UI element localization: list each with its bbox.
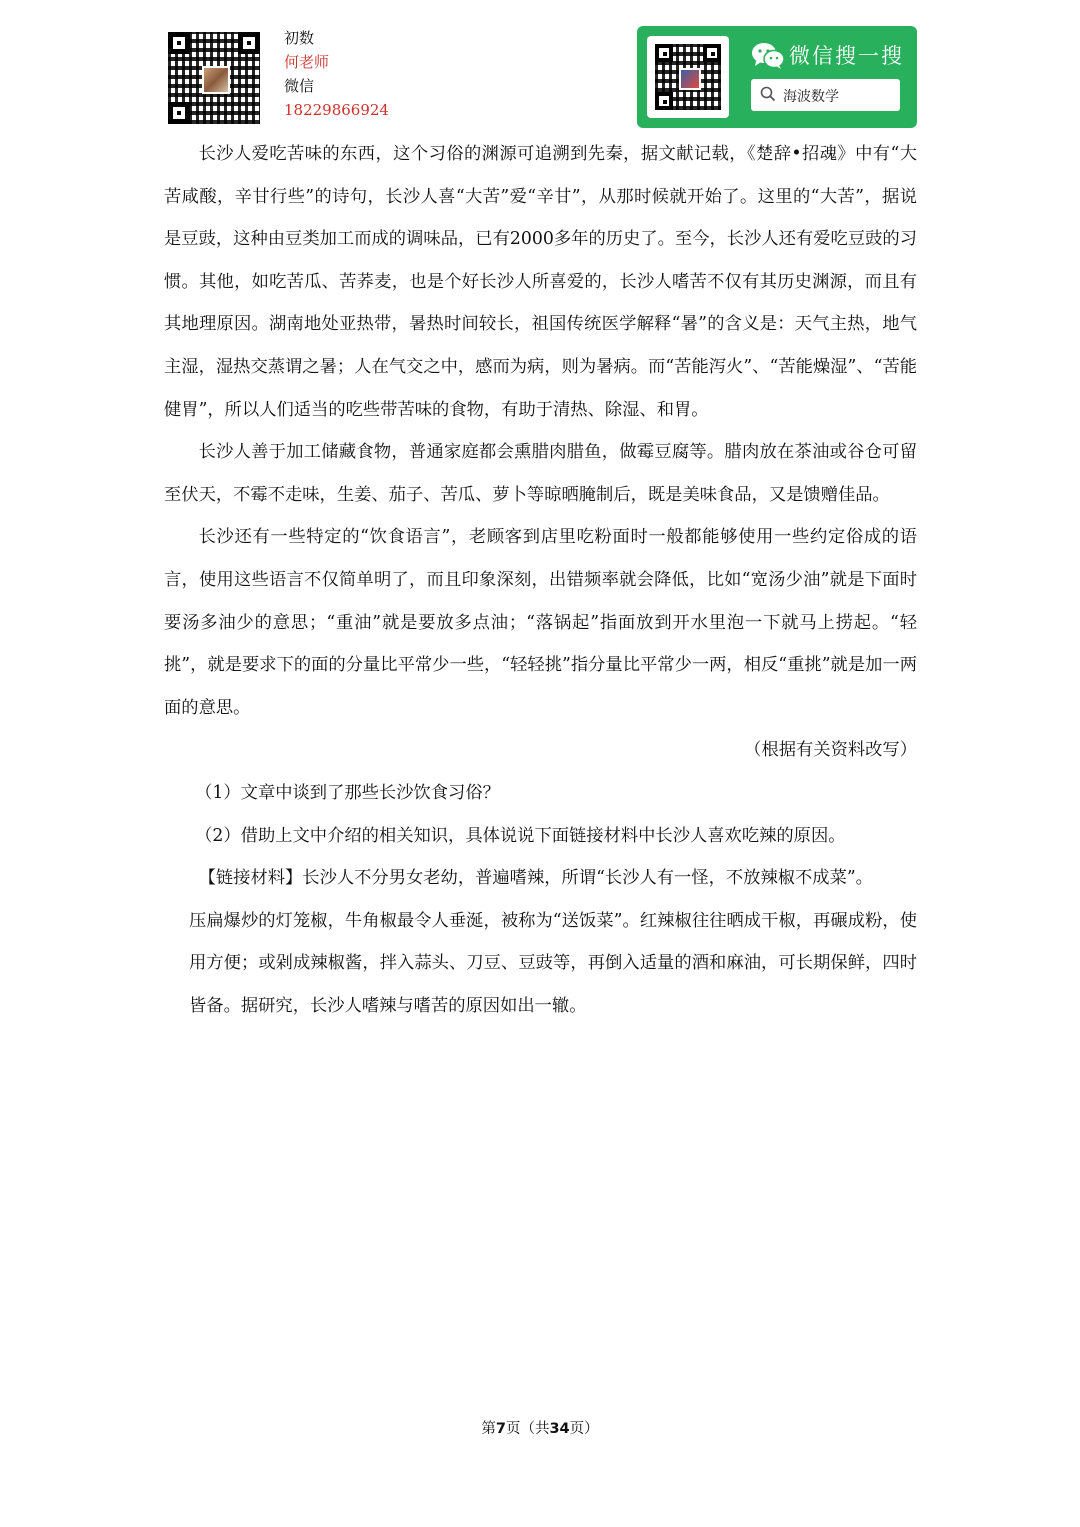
contact-line-wechat-label: 微信 — [284, 77, 315, 95]
page-number: 7 — [495, 1421, 506, 1437]
wechat-search-box[interactable] — [751, 79, 900, 111]
contact-line-teacher: 何老师 — [284, 53, 330, 71]
footer-middle: 页（共 — [505, 1421, 550, 1437]
wechat-search-text: 海波数学 — [783, 89, 839, 105]
wechat-logo-icon — [751, 42, 785, 70]
link-material-label: 【链接材料】 — [198, 868, 303, 889]
wechat-qr-frame — [647, 36, 729, 118]
wechat-qr-center-logo — [679, 68, 701, 90]
question-2: （2）借助上文中介绍的相关知识，具体说说下面链接材料中长沙人喜欢吃辣的原因。 — [195, 825, 846, 846]
wechat-search-title: 微信搜一搜 — [789, 44, 904, 68]
page-footer — [0, 1417, 1080, 1438]
wechat-search-card[interactable] — [637, 26, 917, 128]
article-paragraph: 长沙人善于加工储藏食物，普通家庭都会熏腊肉腊鱼，做霉豆腐等。腊肉放在茶油或谷仓可留至伏天，不霉不走味，生姜、茄子、苦瓜、萝卜等晾晒腌制后，既是美味食品，又是馈赠佳品。 — [164, 442, 917, 505]
article-paragraph: 长沙人爱吃苦味的东西，这个习俗的渊源可追溯到先秦，据文献记载，《楚辞•招魂》中有“大苦咸酸，辛甘行些”的诗句，长沙人喜“大苦”爱“辛甘”，从那时候就开始了。这里的“大苦”，据说是豆豉，这种由豆类加工而成的调味品，已有2000多年的历史了。至今，长沙人还有爱吃豆豉的习惯。其他，如吃苦瓜、苦荞麦，也是个好长沙人所喜爱的，长沙人嗜苦不仅有其历史渊源，而且有其地理原因。湖南地处亚热带，暑热时间较长，祖国传统医学解释“暑”的含义是：天气主热，地气主湿，湿热交蒸谓之暑；人在气交之中，感而为病，则为暑病。而“苦能泻火”、“苦能燥湿”、“苦能健胃”，所以人们适当的吃些带苦味的食物，有助于清热、除湿、和胃。 — [164, 144, 917, 420]
footer-prefix: 第 — [481, 1421, 496, 1437]
wechat-qr-code-image — [655, 44, 721, 110]
qr-avatar-image — [202, 66, 230, 94]
article-body — [164, 133, 917, 1027]
article-paragraph: 长沙还有一些特定的“饮食语言”，老顾客到店里吃粉面时一般都能够使用一些约定俗成的语言，使用这些语言不仅简单明了，而且印象深刻，出错频率就会降低，比如“宽汤少油”就是下面时要汤多油少的意思；“重油”就是要放多点油；“落锅起”指面放到开水里泡一下就马上捞起。“轻挑”，就是要求下的面的分量比平常少一些，“轻轻挑”指分量比平常少一两，相反“重挑”就是加一两面的意思。 — [164, 527, 917, 718]
link-material — [164, 857, 917, 1027]
search-icon — [760, 86, 776, 102]
footer-suffix: 页） — [569, 1421, 599, 1437]
link-material-body: 压扁爆炒的灯笼椒，牛角椒最令人垂涎，被称为“送饭菜”。红辣椒往往晒成干椒，再碾成粉，使用方便；或剁成辣椒酱，拌入蒜头、刀豆、豆豉等，再倒入适量的酒和麻油，可长期保鲜，四时皆备。据研究，长沙人嗜辣与嗜苦的原因如出一辙。 — [189, 910, 917, 1016]
qr-code-image — [168, 32, 260, 124]
contact-line-phone: 18229866924 — [284, 101, 389, 119]
contact-line-subject: 初数 — [284, 29, 315, 47]
contact-info — [284, 26, 389, 122]
article-source-note: （根据有关资料改写） — [744, 740, 917, 761]
question-1: （1）文章中谈到了那些长沙饮食习俗？ — [195, 782, 500, 803]
page-total: 34 — [549, 1421, 570, 1437]
link-material-first-line: 长沙人不分男女老幼，普遍嗜辣，所谓“长沙人有一怪，不放辣椒不成菜”。 — [302, 868, 873, 889]
